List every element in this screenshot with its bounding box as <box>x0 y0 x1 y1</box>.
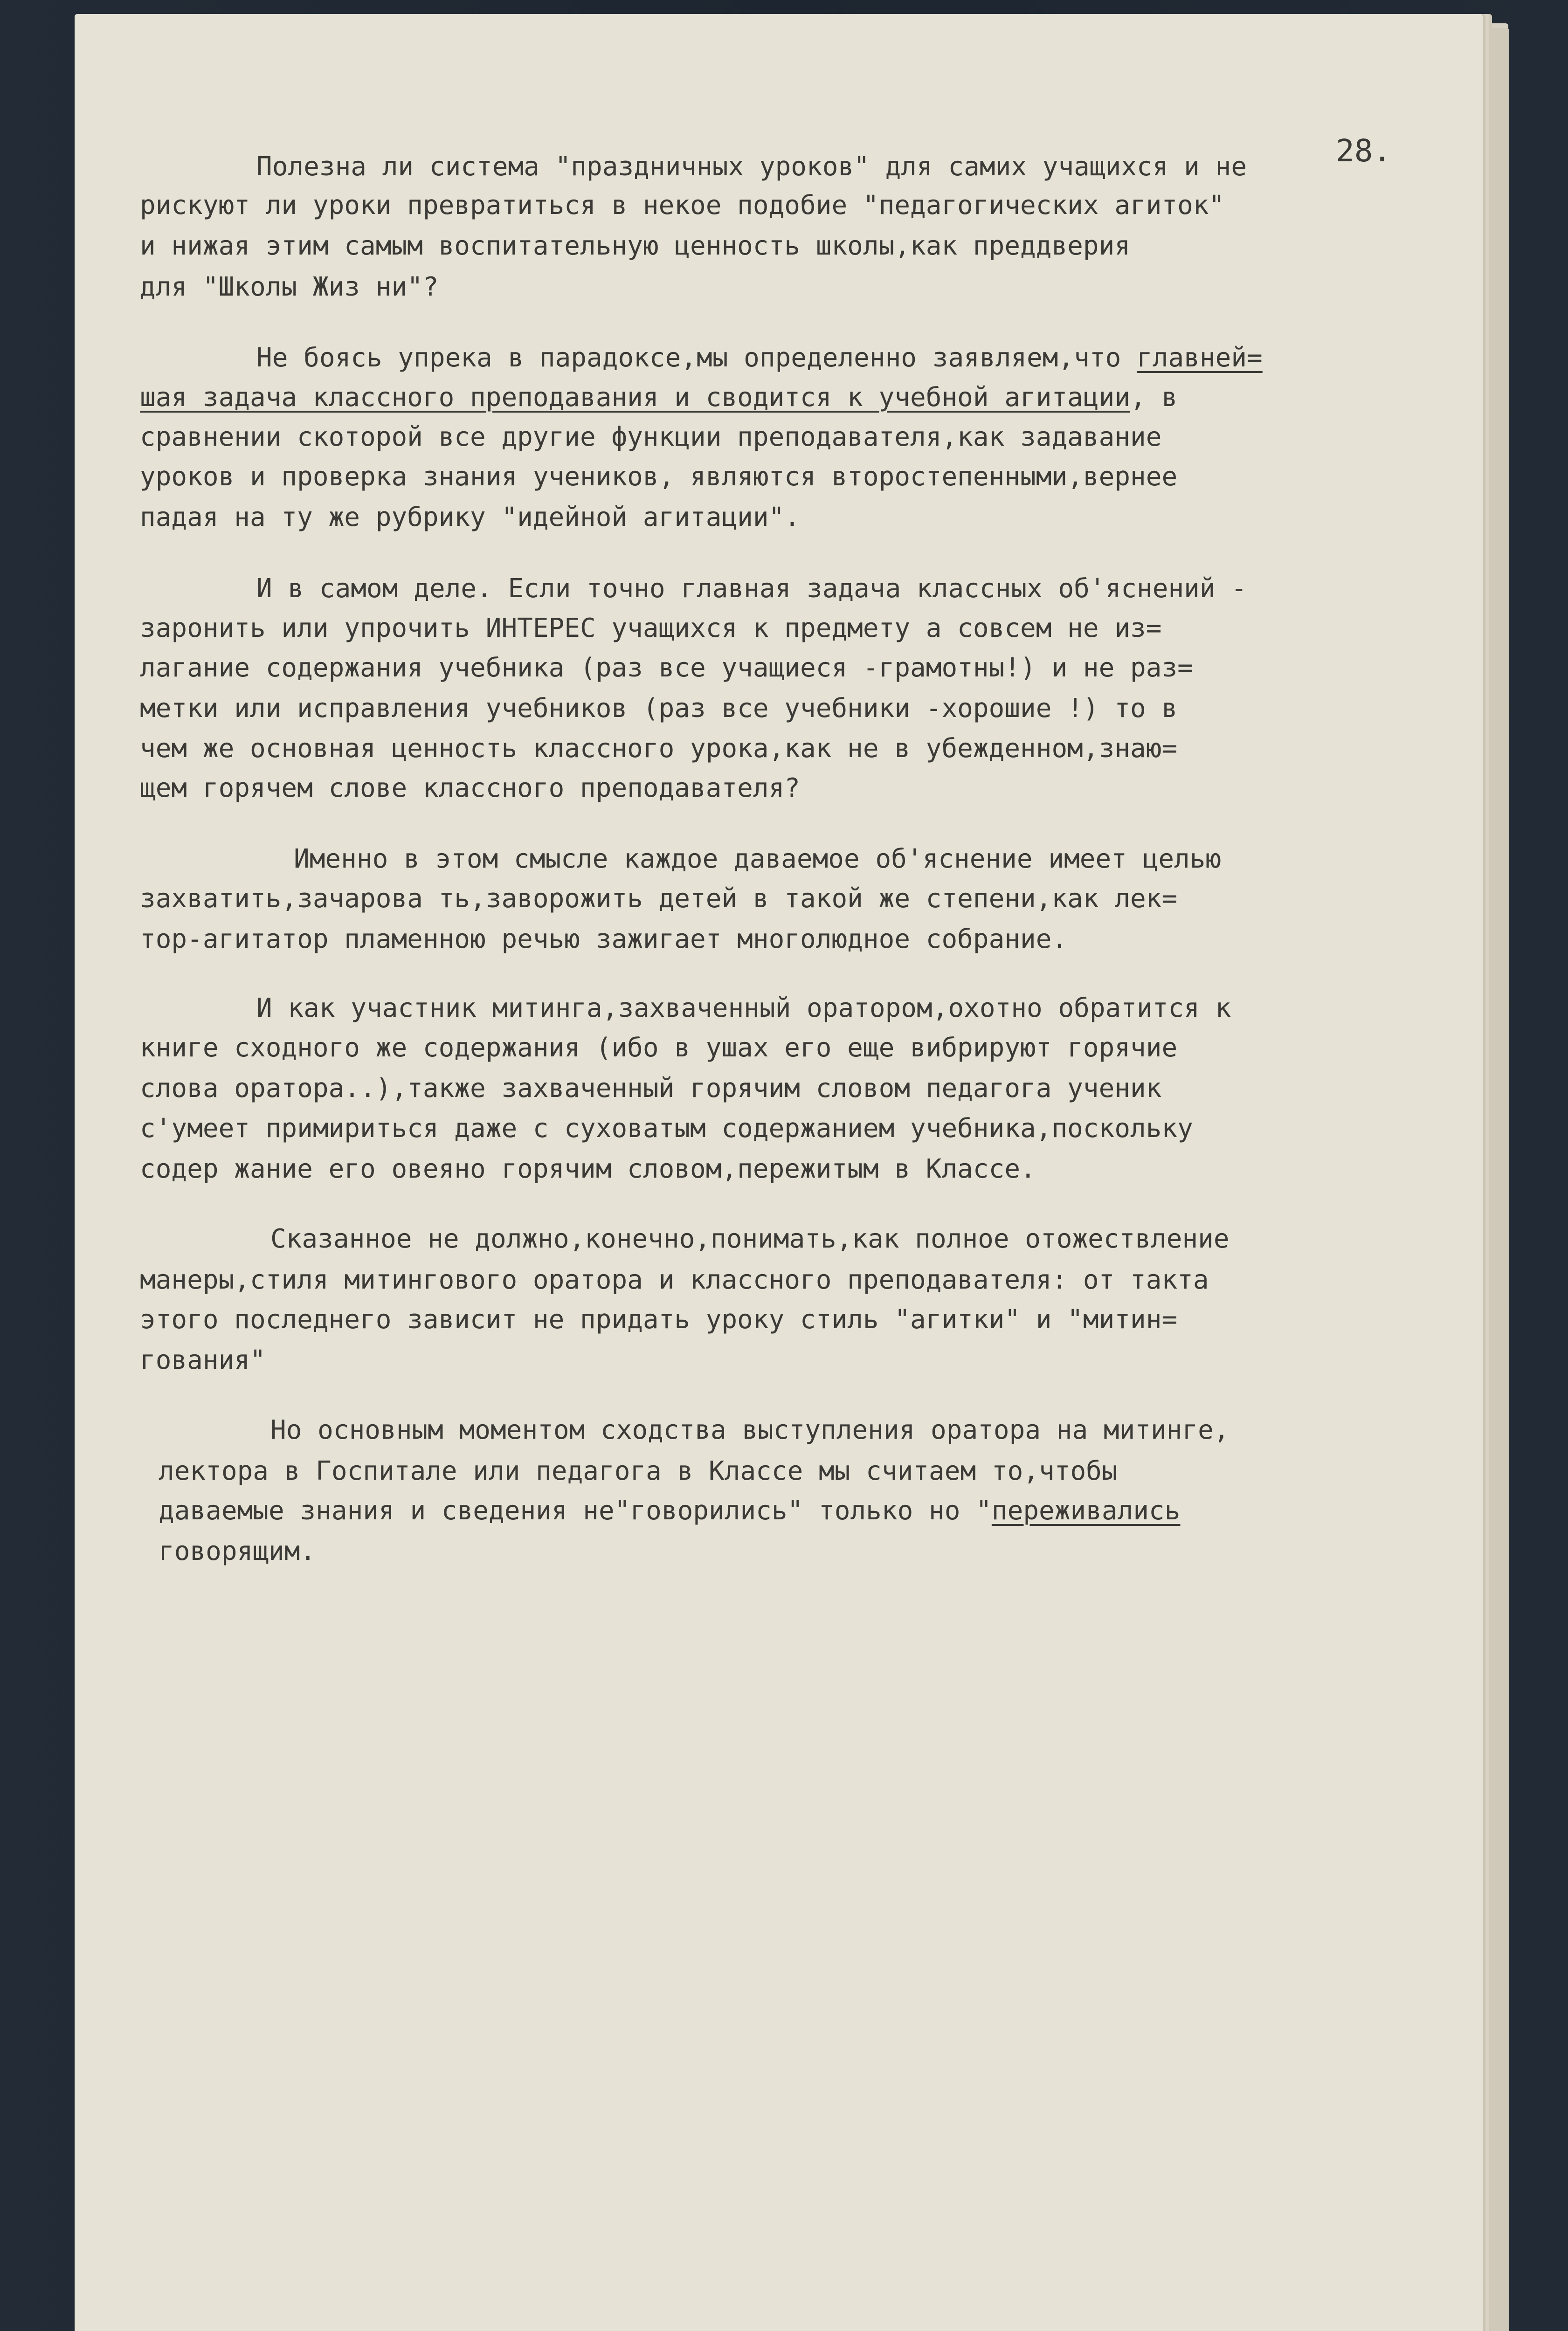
line-text: щем горячем слове классного преподавателя? <box>140 773 801 803</box>
text-line <box>140 464 1177 490</box>
line-text: и нижая этим самым воспитательную ценность школы,как преддверия <box>140 231 1131 261</box>
text-line <box>159 1458 1118 1484</box>
text-line <box>140 1156 1036 1182</box>
line-text: Сказанное не должно,конечно,понимать,как полное отожествление <box>270 1224 1230 1254</box>
line-text: заронить или упрочить ИНТЕРЕС учащихся к предмету а совсем не из= <box>140 613 1162 643</box>
underlined-text: переживались <box>991 1496 1181 1526</box>
text-line <box>140 1304 1178 1335</box>
text-line <box>140 693 1178 724</box>
line-text: книге сходного же содержания (ибо в ушах его еще вибрируют горячие <box>140 1033 1178 1063</box>
line-text: даваемые знания и сведения не"говорились" только но " <box>159 1496 992 1526</box>
text-line <box>140 1267 1209 1293</box>
text-line <box>140 1347 266 1373</box>
text-line <box>256 995 1231 1021</box>
line-text: этого последнего зависит не придать уроку стиль "агитки" и "митин= <box>140 1304 1178 1335</box>
line-text: рискуют ли уроки превратиться в некое подобие "педагогических агиток" <box>140 190 1225 221</box>
underlined-text: шая задача классного преподавания и сводится к учебной агитации <box>140 382 1131 413</box>
text-line <box>140 1035 1177 1061</box>
line-text: гования" <box>140 1345 266 1375</box>
text-line <box>270 1226 1230 1252</box>
line-text: лагание содержания учебника (раз все учащиеся -грамотны!) и не раз= <box>140 653 1193 683</box>
text-line <box>140 1073 1162 1103</box>
line-text: захватить,зачарова ть,заворожить детей в такой же степени,как лек= <box>140 883 1178 914</box>
text-line <box>256 154 1247 180</box>
text-line <box>140 926 1067 952</box>
line-text: чем же основная ценность классного урока,как не в убежденном,знаю= <box>140 733 1178 764</box>
line-text: Но основным моментом сходства выступления оратора на митинге, <box>270 1415 1230 1445</box>
text-line <box>140 655 1193 681</box>
text-line <box>140 504 800 531</box>
text-line <box>140 615 1161 641</box>
text-line <box>140 233 1130 259</box>
line-text: для "Школы Жиз ни"? <box>140 272 439 302</box>
line-text: слова оратора..),также захваченный горячим словом педагога ученик <box>140 1073 1162 1103</box>
document-page <box>75 14 1483 2331</box>
line-text: тор-агитатор пламенною речью зажигает многолюдное собрание. <box>140 924 1068 954</box>
text-line <box>140 775 800 801</box>
text-line <box>256 345 1263 371</box>
underlined-text: главней= <box>1137 343 1263 373</box>
line-text: говорящим. <box>159 1536 316 1566</box>
text-line <box>140 382 1178 413</box>
line-text: , в <box>1130 382 1178 413</box>
text-line <box>140 190 1225 221</box>
line-text: лектора в Госпитале или педагога в Классе мы считаем то,чтобы <box>159 1456 1118 1486</box>
text-line <box>140 274 439 300</box>
text-line <box>140 424 1161 450</box>
text-line <box>270 1417 1230 1443</box>
line-text: метки или исправления учебников (раз все учебники -хорошие !) то в <box>140 693 1178 724</box>
text-line <box>140 1113 1193 1144</box>
line-text: манеры,стиля митингового оратора и классного преподавателя: от такта <box>140 1265 1209 1295</box>
line-text: падая на ту же рубрику "идейной агитации". <box>140 502 801 532</box>
text-line <box>140 733 1178 764</box>
line-text: И в самом деле. Если точно главная задача классных об'яснений - <box>256 573 1247 604</box>
text-line <box>159 1538 316 1565</box>
line-text: с'умеет примириться даже с суховатым содержанием учебника,поскольку <box>140 1113 1193 1144</box>
text-line <box>256 573 1247 604</box>
text-line <box>140 883 1178 914</box>
line-text: сравнении скоторой все другие функции преподавателя,как задавание <box>140 422 1162 452</box>
page-number: 28. <box>1336 133 1392 169</box>
line-text: Не боясь упрека в парадоксе,мы определенно заявляем,что <box>256 343 1137 373</box>
line-text: И как участник митинга,захваченный оратором,охотно обратится к <box>256 993 1231 1023</box>
line-text: Полезна ли система "праздничных уроков" для самих учащихся и не <box>256 152 1247 182</box>
line-text: содер жание его овеяно горячим словом,пережитым в Классе. <box>140 1154 1036 1184</box>
text-line <box>294 846 1221 872</box>
line-text: Именно в этом смысле каждое даваемое об'яснение имеет целью <box>294 844 1222 874</box>
line-text: уроков и проверка знания учеников, являются второстепенными,вернее <box>140 462 1178 492</box>
text-line <box>159 1498 1180 1524</box>
